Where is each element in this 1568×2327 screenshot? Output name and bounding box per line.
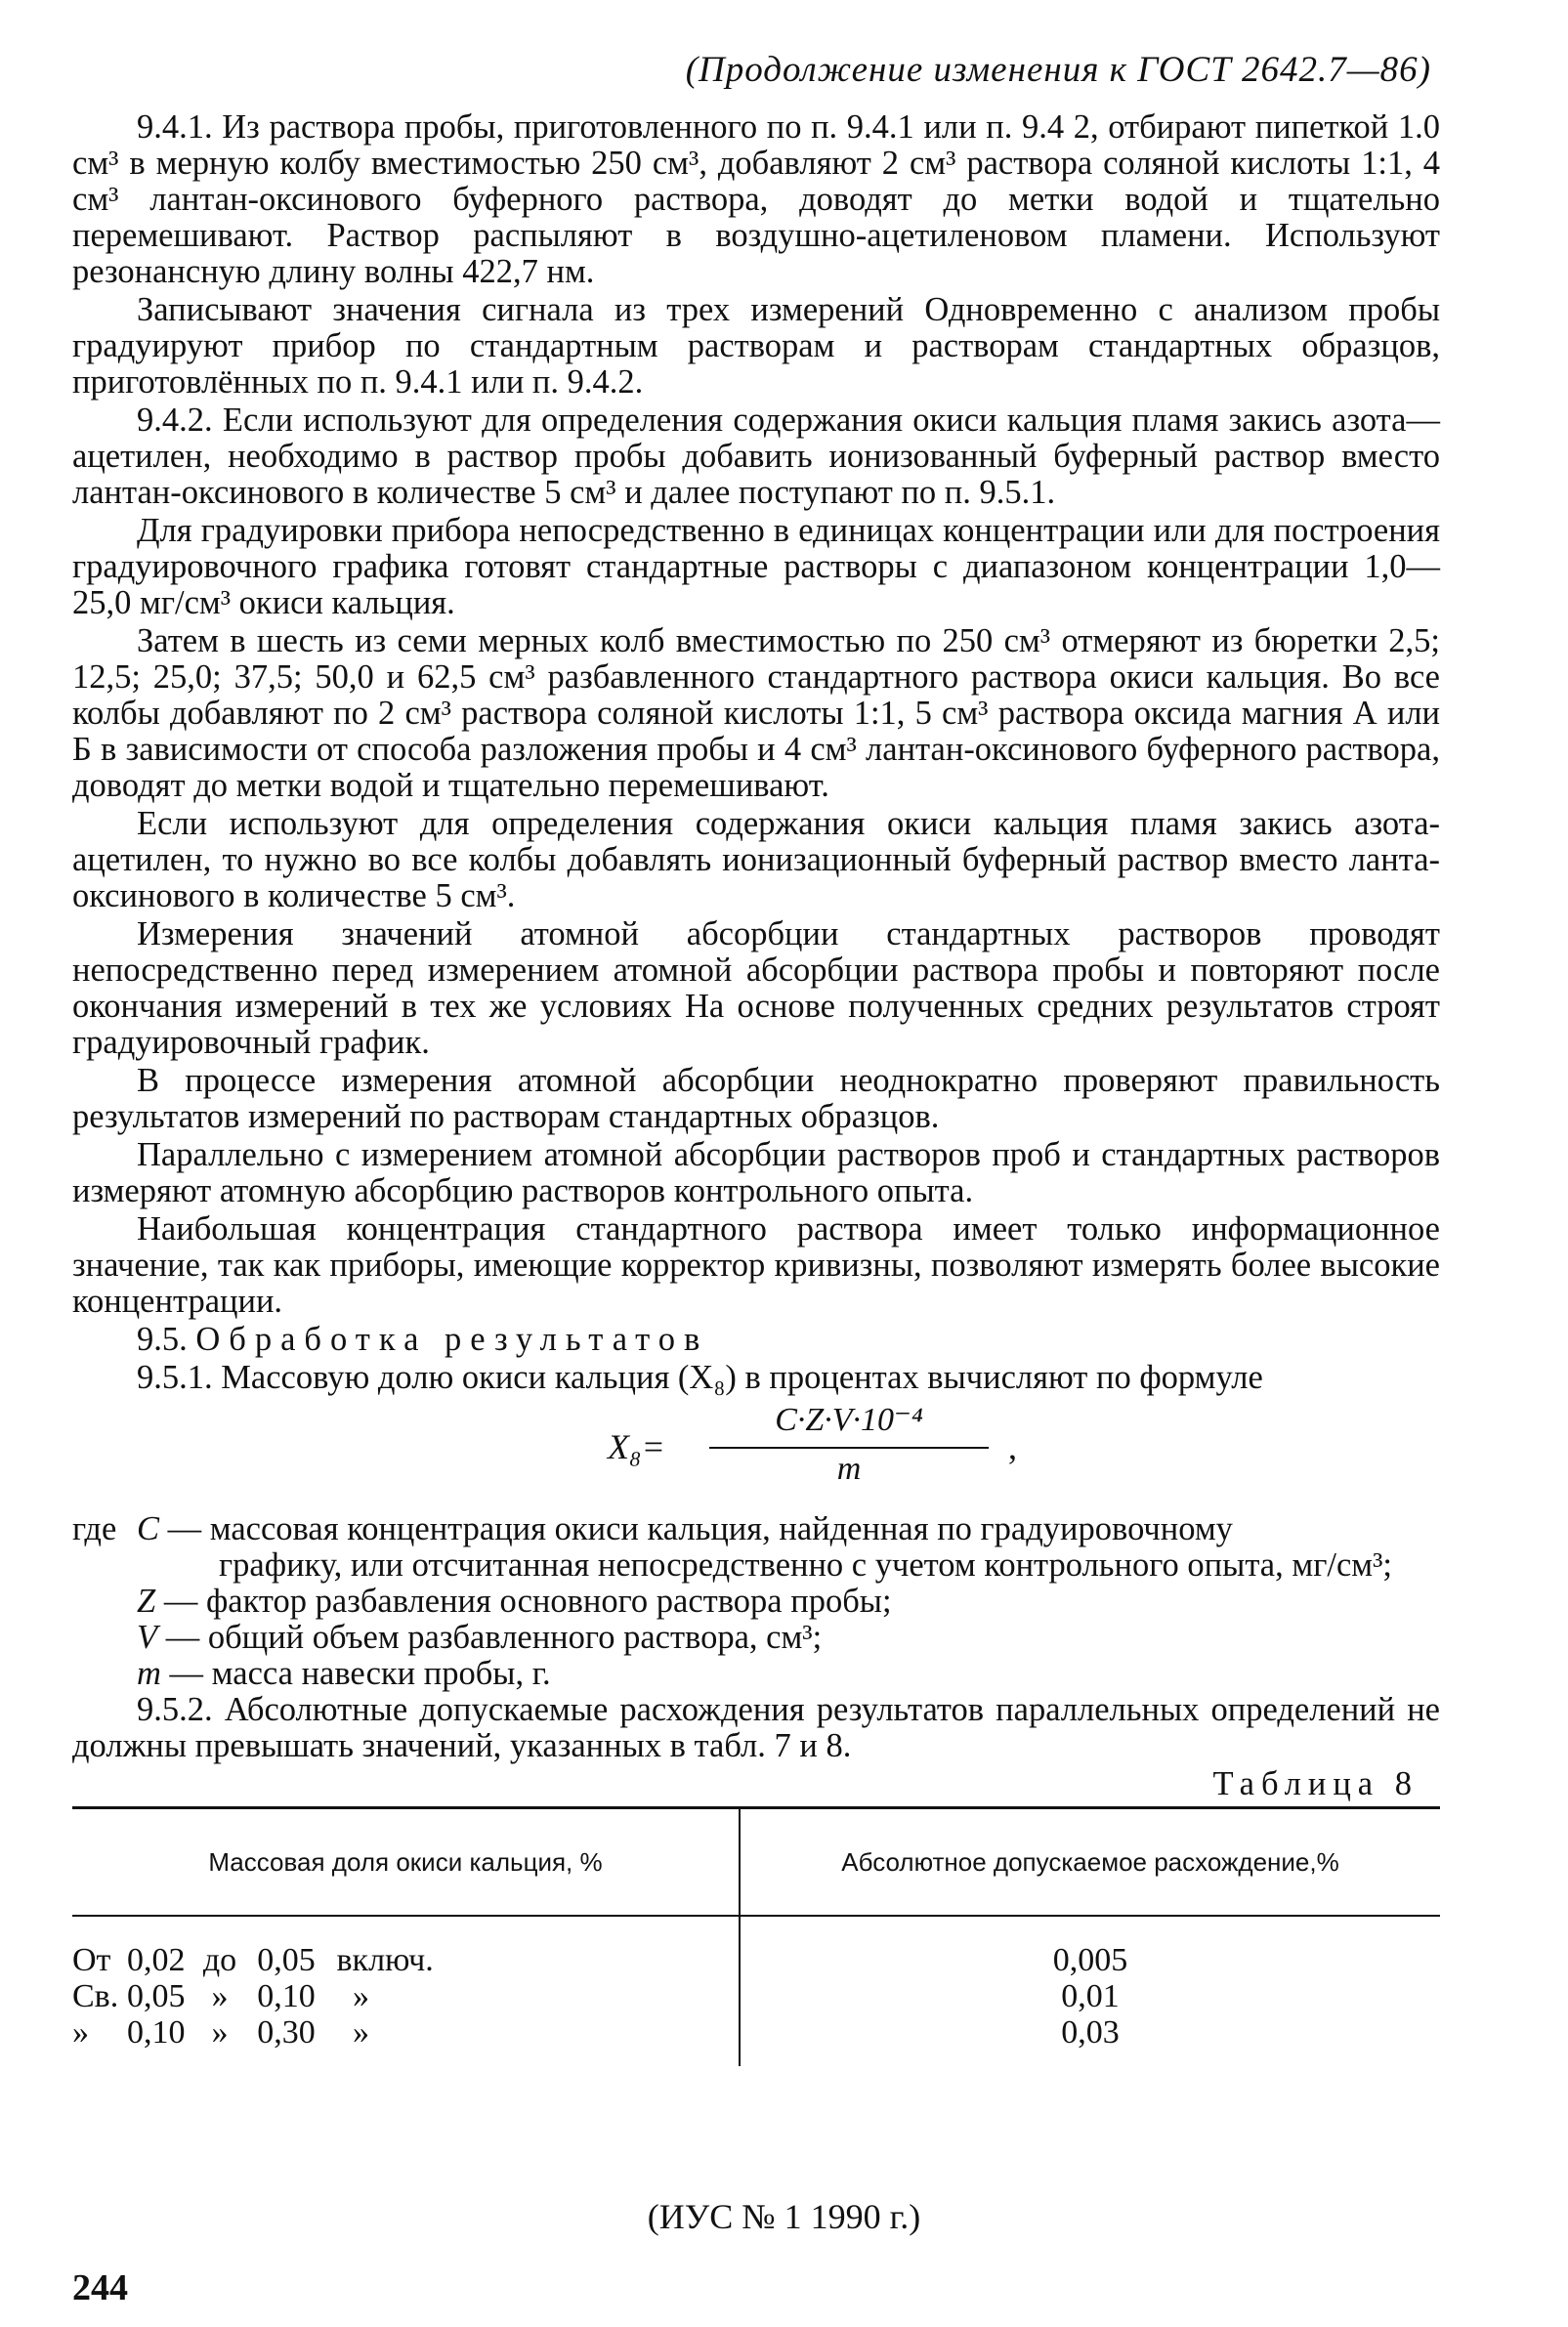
formula-numerator: C·Z·V·10⁻⁴ — [775, 1402, 923, 1438]
legend-item — [72, 1656, 1440, 1692]
paragraph-flasks: Затем в шесть из семи мерных колб вместимостью по 250 см³ отмеряют из бюретки 2,5; 12,5; 25,0; 37,5; 50,0 и 62,5 см³ разбавленного стандартного раствора окиси кальция. Во все колбы добавляют по 2 см³ раствора соляной кислоты 1:1, 5 см³ раствора оксида магния А или Б в зависимости от способа разложения пробы и 4 см³ лантан-оксинового буферного раствора, доводят до метки водой и тщательно перемешивают. — [72, 622, 1440, 804]
paragraph-measurements: Измерения значений атомной абсорбции стандартных растворов проводят непосредственно перед измерением атомной абсорбции раствора пробы и повторяют после окончания измерений в тех же условиях На основе полученных средних результатов строят градуировочный график. — [72, 915, 1440, 1061]
legend-item — [72, 1511, 1440, 1547]
formula-lhs: X₈= — [608, 1427, 665, 1466]
range-suffix: » — [353, 2014, 369, 2051]
page-number: 244 — [72, 2267, 128, 2308]
paragraph-flame: Если используют для определения содержания окиси кальция пламя закись азота-ацетилен, то нужно во все колбы добавлять ионизационный буферный раствор вместо ланта-оксинового в количестве 5 см³. — [72, 805, 1440, 914]
formula — [72, 1400, 1440, 1507]
section-heading — [72, 1322, 1440, 1358]
range-prefix: » — [72, 2014, 89, 2051]
legend-definition: — масса навески пробы, г. — [169, 1655, 551, 1692]
range-prefix: Св. — [72, 1978, 119, 2014]
paragraph-max-concentration: Наибольшая концентрация стандартного раствора имеет только информационное значение, так как приборы, имеющие корректор кривизны, позволяют измерять более высокие концентрации. — [72, 1210, 1440, 1320]
range-cell — [72, 1978, 740, 2014]
range-suffix: включ. — [336, 1942, 434, 1978]
table-row — [72, 1916, 1440, 1978]
page-header: (Продолжение изменения к ГОСТ 2642.7—86) — [685, 50, 1431, 90]
range-cell — [72, 1916, 740, 1978]
paragraph-records: Записывают значения сигнала из трех измерений Одновременно с анализом пробы градуируют прибор по стандартным растворам и растворам стандартных образцов, приготовлённых по п. 9.4.1 или п. 9.4.2. — [72, 291, 1440, 401]
table-row — [72, 1978, 1440, 2014]
tolerance-cell: 0,03 — [1061, 2014, 1120, 2051]
legend-definition: — общий объем разбавленного раствора, см³; — [165, 1619, 823, 1656]
footer-note: (ИУС № 1 1990 г.) — [647, 2197, 921, 2236]
paragraph-parallel: Параллельно с измерением атомной абсорбции растворов проб и стандартных растворов измеряют атомную абсорбцию растворов контрольного опыта. — [72, 1136, 1440, 1209]
range-to: 0,30 — [257, 2014, 316, 2051]
section-number: 9.5. — [137, 1321, 188, 1358]
legend-continuation: графику, или отсчитанная непосредственно с учетом контрольного опыта, мг/см³; — [219, 1546, 1393, 1584]
formula-comma: , — [1008, 1427, 1017, 1466]
column-header-tolerance: Абсолютное допускаемое расхождение,% — [740, 1808, 1440, 1917]
legend-definition: — фактор разбавления основного раствора пробы; — [163, 1583, 892, 1620]
fraction-bar — [709, 1447, 989, 1449]
legend-definition: — массовая концентрация окиси кальция, найденная по градуировочному — [167, 1510, 1233, 1547]
legend-entry — [137, 1620, 822, 1656]
legend-lead: где — [72, 1510, 117, 1547]
legend-item — [72, 1620, 1440, 1656]
range-prefix: От — [72, 1942, 111, 1978]
paragraph-941: 9.4.1. Из раствора пробы, приготовленного по п. 9.4.1 или п. 9.4 2, отбирают пипеткой 1.0 см³ в мерную колбу вместимостью 250 см³, добавляют 2 см³ раствора соляной кислоты 1:1, 4 см³ лантан-оксинового буферного раствора, доводят до метки водой и тщательно перемешивают. Раствор распыляют в воздушно-ацетиленовом пламени. Используют резонансную длину волны 422,7 нм. — [72, 108, 1440, 290]
table-header-row — [72, 1808, 1440, 1917]
range-to: 0,10 — [257, 1978, 316, 2014]
legend-entry — [137, 1584, 892, 1620]
tolerance-cell: 0,01 — [1061, 1978, 1120, 2014]
range-to: 0,05 — [257, 1942, 316, 1978]
paragraph-952: 9.5.2. Абсолютные допускаемые расхождения результатов параллельных определений не должны превышать значений, указанных в табл. 7 и 8. — [72, 1691, 1440, 1764]
paragraph-942: 9.4.2. Если используют для определения содержания окиси кальция пламя закись азота—ацетилен, необходимо в раствор пробы добавить ионизованный буферный раствор вместо лантан-оксинового в количестве 5 см³ и далее поступают по п. 9.5.1. — [72, 402, 1440, 511]
tolerance-cell: 0,005 — [1052, 1942, 1128, 1978]
legend-symbol: C — [137, 1510, 160, 1547]
range-from: 0,02 — [127, 1942, 186, 1978]
legend-symbol: m — [137, 1655, 161, 1692]
range-mid: до — [202, 1942, 237, 1978]
legend-entry — [137, 1511, 1233, 1547]
range-mid: » — [211, 2014, 229, 2051]
table-row — [72, 2014, 1440, 2066]
legend-entry — [137, 1656, 551, 1692]
range-from: 0,10 — [127, 2014, 186, 2051]
tolerance-table — [72, 1806, 1440, 2066]
legend-item — [72, 1584, 1440, 1620]
section-title: Обработка результатов — [195, 1321, 709, 1358]
range-from: 0,05 — [127, 1978, 186, 2014]
paragraph-calibration: Для градуировки прибора непосредственно в единицах концентрации или для построения градуировочного графика готовят стандартные растворы с диапазоном концентрации 1,0—25,0 мг/см³ окиси кальция. — [72, 512, 1440, 621]
formula-denominator: m — [836, 1451, 862, 1487]
paragraph-check: В процессе измерения атомной абсорбции неоднократно проверяют правильность результатов измерений по растворам стандартных образцов. — [72, 1062, 1440, 1135]
table-caption: Таблица 8 — [1212, 1765, 1419, 1802]
paragraph-951: 9.5.1. Массовую долю окиси кальция (X₈) в процентах вычисляют по формуле — [137, 1359, 1263, 1396]
range-mid: » — [211, 1978, 229, 2014]
range-suffix: » — [353, 1978, 369, 2014]
legend-symbol: V — [137, 1619, 158, 1656]
column-header-mass-fraction: Массовая доля окиси кальция, % — [72, 1808, 740, 1917]
body-text — [72, 109, 1440, 2066]
formula-legend — [72, 1511, 1440, 1692]
range-cell — [72, 2014, 740, 2066]
legend-symbol: Z — [137, 1583, 156, 1620]
